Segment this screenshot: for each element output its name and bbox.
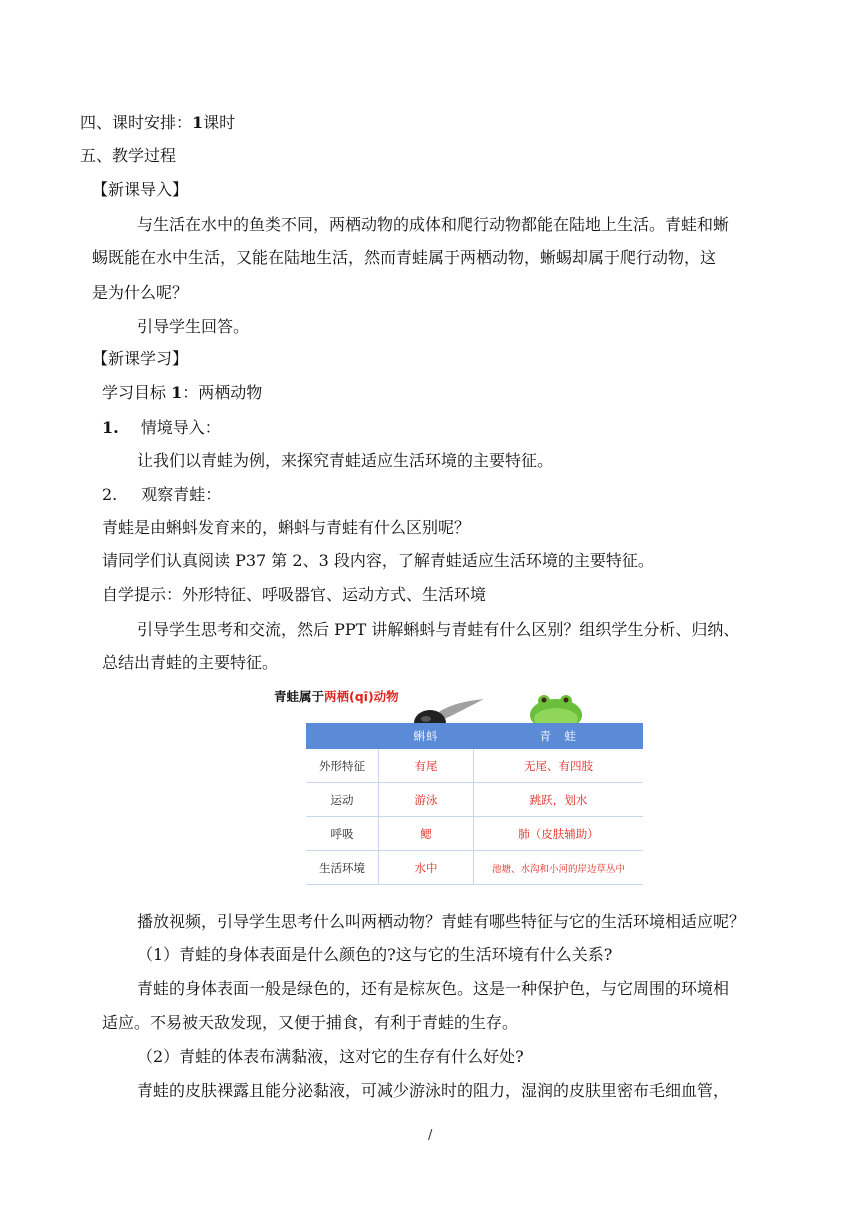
goal-title: ：两栖动物 bbox=[182, 383, 263, 402]
paragraph-guide: 引导学生回答。 bbox=[137, 317, 250, 336]
step-2-title: 观察青蛙： bbox=[141, 485, 222, 504]
tadpole-cell: 水中 bbox=[379, 851, 474, 885]
frog-cell: 跳跃，划水 bbox=[474, 783, 644, 817]
row-label: 外形特征 bbox=[306, 749, 379, 783]
section-heading-process: 五、教学过程 bbox=[80, 146, 177, 165]
tadpole-cell: 有尾 bbox=[379, 749, 474, 783]
step-1-line bbox=[102, 418, 221, 438]
row-label: 运动 bbox=[306, 783, 379, 817]
header-blank bbox=[306, 723, 379, 749]
row-label: 呼吸 bbox=[306, 817, 379, 851]
schedule-unit: 课时 bbox=[203, 113, 236, 132]
paragraph-guide-2a: 引导学生思考和交流，然后 PPT 讲解蝌蚪与青蛙有什么区别？组织学生分析、归纳、 bbox=[137, 620, 740, 639]
paragraph-reading: 请同学们认真阅读 P37 第 2、3 段内容，了解青蛙适应生活环境的主要特征。 bbox=[102, 551, 654, 570]
paragraph-question: 青蛙是由蝌蚪发育来的，蝌蚪与青蛙有什么区别呢？ bbox=[102, 518, 471, 537]
question-1: （1）青蛙的身体表面是什么颜色的?这与它的生活环境有什么关系? bbox=[137, 945, 613, 964]
paragraph-video: 播放视频，引导学生思考什么叫两栖动物？青蛙有哪些特征与它的生活环境相适应呢？ bbox=[137, 912, 746, 931]
table-row bbox=[306, 851, 643, 885]
header-frog: 青 蛙 bbox=[474, 723, 644, 749]
subheading-intro: 【新课导入】 bbox=[92, 180, 189, 199]
paragraph-guide-2b: 总结出青蛙的主要特征。 bbox=[102, 653, 279, 672]
step-2-line bbox=[102, 485, 221, 505]
paragraph-intro-1: 与生活在水中的鱼类不同，两栖动物的成体和爬行动物都能在陆地上生活。青蛙和蜥 bbox=[137, 215, 730, 234]
step-1-number: 1. bbox=[102, 418, 119, 437]
step-2-number: 2. bbox=[102, 485, 118, 504]
frog-cell: 池塘、水沟和小河的岸边草丛中 bbox=[474, 851, 644, 885]
page-number: / bbox=[428, 1128, 433, 1143]
frog-cell: 无尾、有四肢 bbox=[474, 749, 644, 783]
header-tadpole: 蝌蚪 bbox=[379, 723, 474, 749]
answer-1a: 青蛙的身体表面一般是绿色的，还有是棕灰色。这是一种保护色，与它周围的环境相 bbox=[137, 979, 730, 998]
goal-number: 1 bbox=[171, 383, 183, 402]
answer-1b: 适应。不易被天敌发现，又便于捕食，有利于青蛙的生存。 bbox=[102, 1013, 519, 1032]
answer-2a: 青蛙的皮肤裸露且能分泌黏液，可减少游泳时的阻力，湿润的皮肤里密布毛细血管， bbox=[137, 1081, 730, 1100]
table-header-row bbox=[306, 723, 643, 749]
frog-tadpole-comparison-figure bbox=[266, 683, 646, 895]
question-2: （2）青蛙的体表布满黏液，这对它的生存有什么好处? bbox=[137, 1047, 524, 1066]
learning-goal-line bbox=[102, 383, 262, 403]
figure-title bbox=[274, 687, 399, 705]
row-label: 生活环境 bbox=[306, 851, 379, 885]
paragraph-intro-3: 是为什么呢？ bbox=[92, 283, 189, 302]
comparison-table bbox=[306, 723, 643, 885]
schedule-count: 1 bbox=[192, 113, 204, 132]
tadpole-cell: 游泳 bbox=[379, 783, 474, 817]
subheading-new-learning: 【新课学习】 bbox=[92, 349, 189, 368]
schedule-label: 四、课时安排： bbox=[80, 113, 193, 132]
frog-cell: 肺（皮肤辅助） bbox=[474, 817, 644, 851]
goal-label: 学习目标 bbox=[102, 383, 167, 402]
paragraph-hints: 自学提示：外形特征、呼吸器官、运动方式、生活环境 bbox=[102, 585, 487, 604]
table-row bbox=[306, 783, 643, 817]
table-row bbox=[306, 749, 643, 783]
figure-title-prefix: 青蛙属于 bbox=[274, 689, 325, 704]
schedule-line bbox=[80, 113, 235, 133]
step-1-title: 情境导入： bbox=[140, 418, 221, 437]
tadpole-cell: 鳃 bbox=[379, 817, 474, 851]
paragraph-intro-2: 蜴既能在水中生活，又能在陆地生活，然而青蛙属于两栖动物，蜥蜴却属于爬行动物，这 bbox=[92, 248, 717, 267]
figure-title-highlight: 两栖(qī)动物 bbox=[324, 689, 399, 704]
paragraph-example: 让我们以青蛙为例，来探究青蛙适应生活环境的主要特征。 bbox=[137, 451, 554, 470]
table-row bbox=[306, 817, 643, 851]
